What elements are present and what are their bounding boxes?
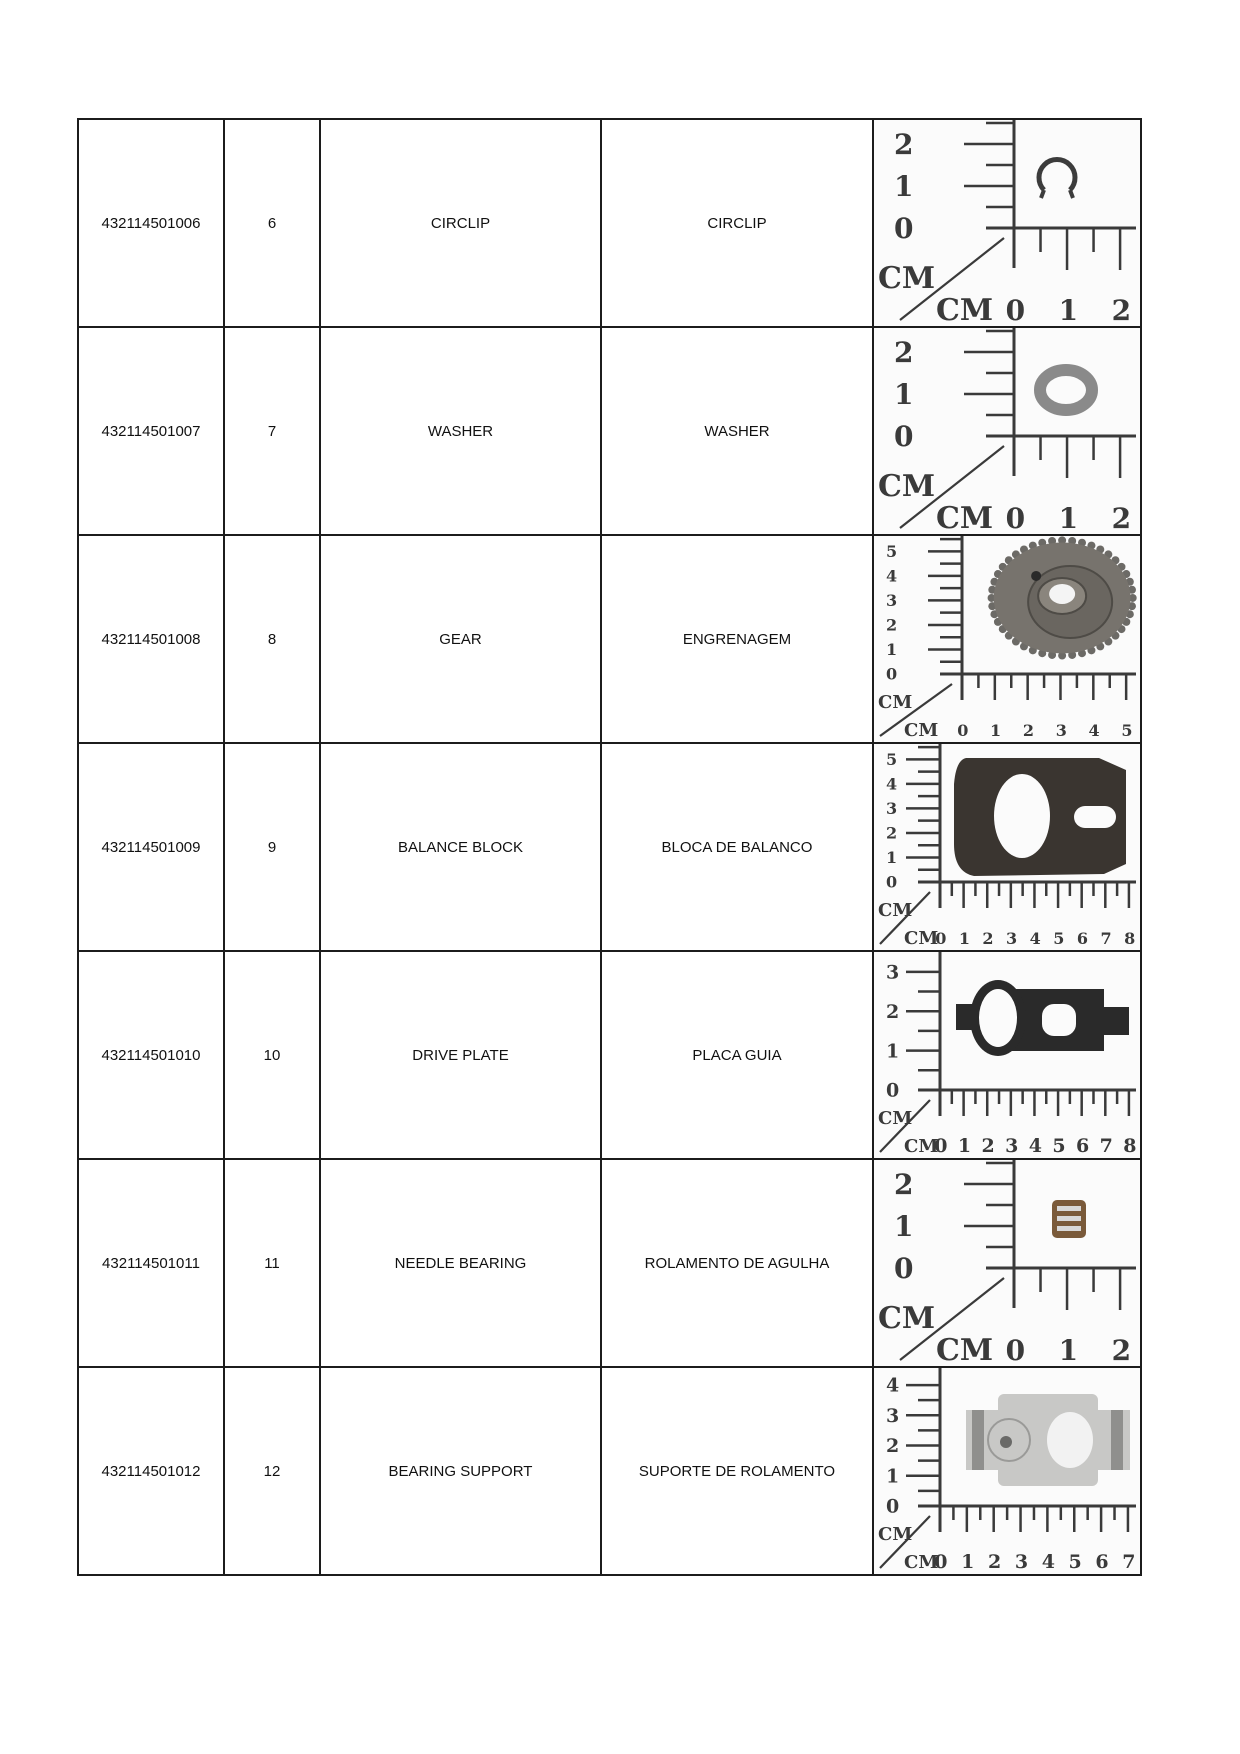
part-image	[874, 744, 1140, 950]
x-scale-label: 0	[1005, 502, 1026, 534]
part-image	[874, 328, 1140, 534]
x-scale-label: 3	[1014, 1551, 1029, 1573]
x-scale-label: 1	[961, 1551, 975, 1573]
part-code-cell: 432114501011	[78, 1159, 224, 1367]
needle-bearing-photo	[1052, 1200, 1086, 1238]
parts-table-body	[78, 119, 1141, 1575]
position-cell: 6	[224, 119, 320, 327]
part-image-cell	[873, 1367, 1141, 1575]
x-unit-label: CM	[904, 1552, 939, 1573]
part-code-cell: 432114501008	[78, 535, 224, 743]
part-code-cell: 432114501010	[78, 951, 224, 1159]
part-code-cell: 432114501012	[78, 1367, 224, 1575]
name-en-cell: BEARING SUPPORT	[320, 1367, 601, 1575]
part-image	[874, 120, 1140, 326]
table-row	[78, 327, 1141, 535]
name-pt-cell: ENGRENAGEM	[601, 535, 873, 743]
y-scale-label: 2	[894, 127, 914, 161]
table-row	[78, 1159, 1141, 1367]
x-scale-label: 1	[1058, 294, 1079, 326]
x-scale-label: 2	[981, 1135, 995, 1157]
name-pt-cell: PLACA GUIA	[601, 951, 873, 1159]
x-scale-label: 0	[1005, 294, 1026, 326]
y-scale-label: 1	[894, 377, 914, 411]
x-scale-label: 7	[1122, 1551, 1136, 1573]
x-scale-label: 1	[958, 929, 970, 948]
x-scale-label: 8	[1124, 929, 1136, 948]
x-scale-label: 2	[987, 1551, 1002, 1573]
y-scale-label: 2	[894, 335, 914, 369]
part-image	[874, 1368, 1140, 1574]
x-scale-label: 0	[957, 721, 969, 740]
position-cell: 10	[224, 951, 320, 1159]
x-scale-label: 1	[1058, 502, 1079, 534]
y-scale-label: 1	[886, 640, 898, 660]
x-scale-label: 0	[934, 1551, 948, 1573]
x-scale-label: 2	[1111, 502, 1132, 534]
x-scale-label: 1	[990, 721, 1002, 740]
position-cell: 12	[224, 1367, 320, 1575]
y-scale-label: 0	[894, 419, 914, 453]
x-scale-label: 1	[1058, 1334, 1079, 1366]
position-cell: 8	[224, 535, 320, 743]
y-scale-label: 3	[886, 1404, 900, 1427]
position-cell: 11	[224, 1159, 320, 1367]
y-scale-label: 2	[886, 1000, 900, 1023]
x-scale-label: 6	[1095, 1551, 1109, 1573]
x-scale-label: 1	[957, 1135, 972, 1157]
y-scale-label: 0	[894, 211, 914, 245]
table-row	[78, 119, 1141, 327]
y-scale-label: 3	[886, 591, 898, 611]
name-en-cell: BALANCE BLOCK	[320, 743, 601, 951]
position-cell: 9	[224, 743, 320, 951]
part-code-cell: 432114501006	[78, 119, 224, 327]
part-image-cell	[873, 1159, 1141, 1367]
part-image-cell	[873, 951, 1141, 1159]
x-scale-label: 7	[1099, 1135, 1113, 1157]
name-en-cell: WASHER	[320, 327, 601, 535]
x-scale-label: 7	[1100, 929, 1112, 948]
y-scale-label: 1	[886, 1040, 900, 1063]
x-scale-label: 3	[1055, 721, 1067, 740]
x-unit-label: CM	[936, 293, 994, 326]
x-unit-label: CM	[904, 928, 939, 949]
name-en-cell: DRIVE PLATE	[320, 951, 601, 1159]
x-scale-label: 6	[1075, 1135, 1090, 1157]
name-en-cell: CIRCLIP	[320, 119, 601, 327]
y-scale-label: 0	[886, 664, 898, 684]
y-scale-label: 2	[886, 1435, 900, 1458]
x-scale-label: 4	[1088, 721, 1100, 740]
y-scale-label: 2	[886, 823, 898, 843]
y-scale-label: 5	[886, 541, 898, 561]
name-pt-cell: BLOCA DE BALANCO	[601, 743, 873, 951]
y-scale-label: 0	[886, 1495, 900, 1518]
part-image-cell	[873, 119, 1141, 327]
x-scale-label: 3	[1005, 1135, 1019, 1157]
table-row	[78, 535, 1141, 743]
y-scale-label: 1	[894, 169, 914, 203]
part-image-cell	[873, 327, 1141, 535]
x-scale-label: 5	[1121, 721, 1133, 740]
x-scale-label: 2	[1111, 294, 1132, 326]
y-scale-label: 4	[886, 774, 898, 794]
y-scale-label: 2	[886, 615, 898, 635]
part-code-cell: 432114501007	[78, 327, 224, 535]
x-scale-label: 4	[1028, 1135, 1042, 1157]
name-pt-cell: WASHER	[601, 327, 873, 535]
y-scale-label: 5	[886, 749, 898, 769]
y-scale-label: 3	[886, 799, 898, 819]
name-pt-cell: CIRCLIP	[601, 119, 873, 327]
y-unit-label: CM	[878, 469, 936, 504]
x-scale-label: 4	[1029, 929, 1041, 948]
x-unit-label: CM	[904, 1136, 939, 1157]
x-unit-label: CM	[936, 501, 994, 534]
y-unit-label: CM	[878, 1524, 913, 1545]
y-scale-label: 0	[886, 1079, 900, 1102]
name-pt-cell: SUPORTE DE ROLAMENTO	[601, 1367, 873, 1575]
name-en-cell: NEEDLE BEARING	[320, 1159, 601, 1367]
parts-table	[77, 118, 1142, 1576]
name-en-cell: GEAR	[320, 535, 601, 743]
x-scale-label: 5	[1053, 929, 1065, 948]
x-scale-label: 5	[1068, 1551, 1082, 1573]
part-image	[874, 952, 1140, 1158]
name-pt-cell: ROLAMENTO DE AGULHA	[601, 1159, 873, 1367]
y-unit-label: CM	[878, 692, 913, 713]
table-row	[78, 951, 1141, 1159]
x-scale-label: 0	[935, 929, 947, 948]
x-scale-label: 5	[1052, 1135, 1066, 1157]
y-unit-label: CM	[878, 261, 936, 296]
x-scale-label: 0	[1005, 1334, 1026, 1366]
y-scale-label: 4	[886, 566, 898, 586]
y-unit-label: CM	[878, 900, 913, 921]
x-scale-label: 2	[982, 929, 994, 948]
y-scale-label: 3	[886, 961, 900, 984]
drive-plate-photo	[956, 980, 1129, 1056]
y-unit-label: CM	[878, 1108, 913, 1129]
y-scale-label: 4	[886, 1374, 900, 1397]
y-scale-label: 1	[894, 1209, 914, 1243]
x-scale-label: 2	[1022, 721, 1035, 740]
y-scale-label: 1	[886, 848, 898, 868]
y-scale-label: 0	[894, 1251, 914, 1285]
x-unit-label: CM	[936, 1333, 994, 1366]
x-scale-label: 4	[1041, 1551, 1055, 1573]
x-scale-label: 3	[1006, 929, 1018, 948]
part-image-cell	[873, 535, 1141, 743]
balance-block-photo	[954, 758, 1126, 876]
part-code-cell: 432114501009	[78, 743, 224, 951]
part-image	[874, 536, 1140, 742]
x-scale-label: 6	[1076, 929, 1089, 948]
part-image-cell	[873, 743, 1141, 951]
x-scale-label: 8	[1123, 1135, 1137, 1157]
y-scale-label: 0	[886, 872, 898, 892]
x-scale-label: 0	[934, 1135, 948, 1157]
y-unit-label: CM	[878, 1301, 936, 1336]
x-scale-label: 2	[1111, 1334, 1132, 1366]
table-row	[78, 1367, 1141, 1575]
table-row	[78, 743, 1141, 951]
part-image	[874, 1160, 1140, 1366]
position-cell: 7	[224, 327, 320, 535]
x-unit-label: CM	[904, 720, 939, 741]
y-scale-label: 1	[886, 1465, 900, 1488]
y-scale-label: 2	[894, 1167, 914, 1201]
